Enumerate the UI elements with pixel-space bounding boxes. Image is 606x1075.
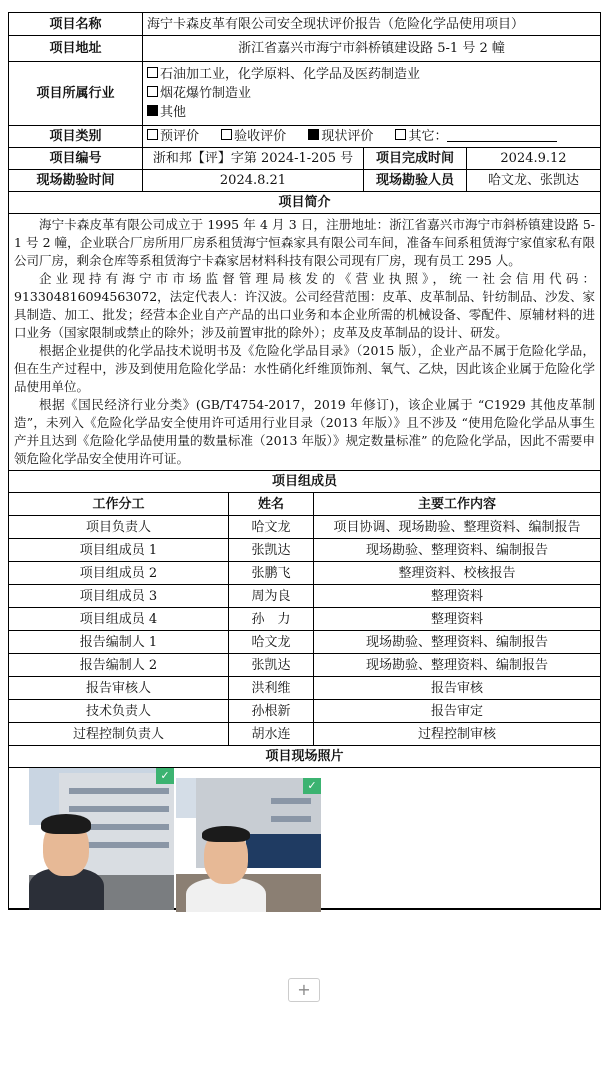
industry-options	[143, 62, 601, 126]
intro-body	[9, 214, 601, 471]
table-row	[9, 539, 601, 562]
team-role: 技术负责人	[9, 700, 229, 723]
type-option-other[interactable]	[395, 129, 557, 144]
team-title: 项目组成员	[9, 471, 601, 493]
team-work: 整理资料	[314, 585, 601, 608]
team-work: 报告审核	[314, 677, 601, 700]
site-photo-2[interactable]	[176, 778, 321, 912]
completion-time-label: 项目完成时间	[364, 148, 467, 170]
team-role: 报告编制人 2	[9, 654, 229, 677]
table-row	[9, 654, 601, 677]
intro-paragraph: 企业现持有海宁市市场监督管理局核发的《营业执照》，统一社会信用代码：913304816094563072，法定代表人：许汉波。公司经营范围：皮革、皮革制品、针纺制品、沙发、家具制造、加工、批发；经营本企业自产产品的出口业务和本企业所需的机械设备、零配件、原辅材料的进口业务（国家限制或禁止的除外；涉及前置审批的除外）；皮革及皮革制品的设计、研发。	[14, 271, 595, 340]
industry-option-other[interactable]	[147, 103, 596, 122]
photos-cell	[9, 768, 601, 910]
team-work: 现场勘验、整理资料、编制报告	[314, 631, 601, 654]
team-header-role: 工作分工	[9, 493, 229, 516]
team-member-name: 张凯达	[229, 539, 314, 562]
completion-time-value: 2024.9.12	[467, 148, 601, 170]
table-row	[9, 700, 601, 723]
checkbox-icon	[221, 129, 232, 140]
team-work: 报告审定	[314, 700, 601, 723]
team-member-name: 哈文龙	[229, 516, 314, 539]
industry-option-petrochem[interactable]	[147, 65, 596, 84]
team-member-name: 张鹏飞	[229, 562, 314, 585]
checkbox-icon	[147, 67, 158, 78]
project-name-label: 项目名称	[9, 13, 143, 36]
type-option-acceptance[interactable]	[221, 129, 286, 144]
add-button[interactable]: +	[288, 978, 320, 1002]
intro-paragraph: 根据《国民经济行业分类》(GB/T4754-2017，2019 年修订)，该企业属于 “C1929 其他皮革制造”，未列入《危险化学品安全使用许可适用行业目录（2013 年版）》且不涉及 “使用危险化学品从事生产并且达到《危险化学品使用量的数量标准（2013 年版）》规定数量标准” 的危险化学品，因此不需要申领危险化学品安全使用许可证。	[14, 397, 595, 466]
industry-label: 项目所属行业	[9, 62, 143, 126]
project-type-label: 项目类别	[9, 126, 143, 148]
team-role: 项目负责人	[9, 516, 229, 539]
team-work: 整理资料、校核报告	[314, 562, 601, 585]
table-row	[9, 677, 601, 700]
table-row	[9, 631, 601, 654]
industry-option-label: 烟花爆竹制造业	[160, 86, 252, 101]
checkbox-checked-icon	[147, 105, 158, 116]
surveyors-value: 哈文龙、张凯达	[467, 170, 601, 192]
team-member-name: 胡水连	[229, 723, 314, 746]
team-role: 项目组成员 4	[9, 608, 229, 631]
team-work: 整理资料	[314, 608, 601, 631]
checkbox-checked-icon	[308, 129, 319, 140]
other-underline	[447, 127, 557, 142]
checkbox-icon	[147, 86, 158, 97]
table-row	[9, 516, 601, 539]
check-icon: ✓	[156, 768, 174, 784]
project-address-value: 浙江省嘉兴市海宁市斜桥镇建设路 5-1 号 2 幢	[143, 36, 601, 62]
type-option-label: 其它：	[408, 129, 448, 144]
team-role: 项目组成员 3	[9, 585, 229, 608]
team-member-name: 孙根新	[229, 700, 314, 723]
survey-time-value: 2024.8.21	[143, 170, 364, 192]
industry-option-fireworks[interactable]	[147, 84, 596, 103]
team-member-name: 周为良	[229, 585, 314, 608]
team-member-name: 孙 力	[229, 608, 314, 631]
table-row	[9, 608, 601, 631]
team-header-name: 姓名	[229, 493, 314, 516]
photos-title: 项目现场照片	[9, 746, 601, 768]
team-role: 过程控制负责人	[9, 723, 229, 746]
industry-option-label: 石油加工业，化学原料、化学品及医药制造业	[160, 67, 421, 82]
type-option-label: 现状评价	[321, 129, 374, 144]
type-option-current[interactable]	[308, 129, 373, 144]
team-role: 报告编制人 1	[9, 631, 229, 654]
intro-paragraph: 根据企业提供的化学品技术说明书及《危险化学品目录》（2015 版），企业产品不属于危险化学品，但在生产过程中，涉及到使用危险化学品：水性硝化纤维顶饰剂、氧气、乙炔，因此该企业属于危险化学品使用单位。	[14, 343, 595, 394]
table-row	[9, 585, 601, 608]
team-member-name: 张凯达	[229, 654, 314, 677]
project-number-value: 浙和邦【评】字第 2024-1-205 号	[143, 148, 364, 170]
team-header-row	[9, 493, 601, 516]
surveyors-label: 现场勘验人员	[364, 170, 467, 192]
team-role: 项目组成员 2	[9, 562, 229, 585]
team-member-name: 洪利维	[229, 677, 314, 700]
table-row	[9, 723, 601, 746]
report-table	[8, 12, 601, 910]
intro-paragraph: 海宁卡森皮革有限公司成立于 1995 年 4 月 3 日，注册地址：浙江省嘉兴市海宁市斜桥镇建设路 5-1 号 2 幢，企业联合厂房所用厂房系租赁海宁恒森家具有限公司车间，准备车间系租赁海宁家值家私有限公司厂房，剩余仓库等系租赁海宁卡森家居材料科技有限公司现有厂房，现有员工 295 人。	[14, 217, 595, 268]
type-option-pre[interactable]	[147, 129, 199, 144]
team-work: 过程控制审核	[314, 723, 601, 746]
checkbox-icon	[147, 129, 158, 140]
team-work: 项目协调、现场勘验、整理资料、编制报告	[314, 516, 601, 539]
project-name-value: 海宁卡森皮革有限公司安全现状评价报告（危险化学品使用项目）	[143, 13, 601, 36]
team-member-name: 哈文龙	[229, 631, 314, 654]
type-option-label: 预评价	[160, 129, 200, 144]
team-work: 现场勘验、整理资料、编制报告	[314, 654, 601, 677]
type-option-label: 验收评价	[234, 129, 287, 144]
table-row	[9, 562, 601, 585]
check-icon: ✓	[303, 778, 321, 794]
checkbox-icon	[395, 129, 406, 140]
team-role: 报告审核人	[9, 677, 229, 700]
site-photo-1[interactable]	[29, 768, 174, 910]
project-number-label: 项目编号	[9, 148, 143, 170]
team-role: 项目组成员 1	[9, 539, 229, 562]
team-header-work: 主要工作内容	[314, 493, 601, 516]
project-address-label: 项目地址	[9, 36, 143, 62]
project-type-options	[143, 126, 601, 148]
industry-option-label: 其他	[160, 105, 187, 120]
survey-time-label: 现场勘验时间	[9, 170, 143, 192]
team-work: 现场勘验、整理资料、编制报告	[314, 539, 601, 562]
intro-title: 项目简介	[9, 192, 601, 214]
